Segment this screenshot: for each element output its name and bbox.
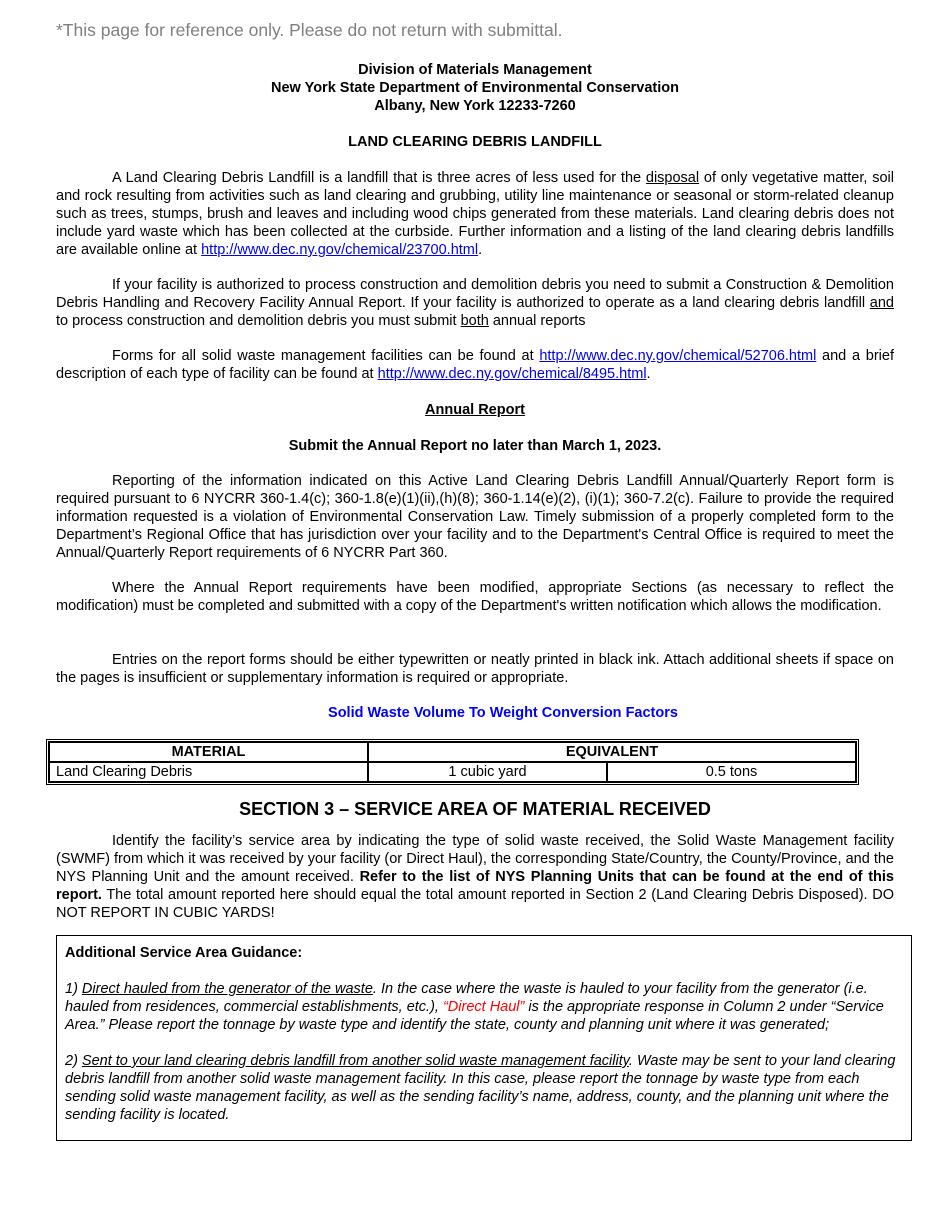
intro-paragraph-3: Forms for all solid waste management facilities can be found at http://www.dec.ny.gov/chemical/52706.html and a brief description of each type of facility can be found at http://www.dec.ny.gov/chemical/8495.html. xyxy=(56,348,894,382)
column-header-equivalent: EQUIVALENT xyxy=(368,742,856,762)
intro-paragraph-2: If your facility is authorized to process construction and demolition debris you need to submit a Construction & Demolition Debris Handling and Recovery Facility Annual Report. If your facility is authorized to operate as a land clearing debris landfill and to process construction and demolition debris you must submit both annual reports xyxy=(56,277,894,329)
table-row xyxy=(49,762,856,782)
guidance-box xyxy=(56,935,912,1141)
landfill-list-link[interactable]: http://www.dec.ny.gov/chemical/23700.html xyxy=(201,242,479,258)
section-3-title: SECTION 3 – SERVICE AREA OF MATERIAL RECEIVED xyxy=(239,799,711,819)
annual-report-paragraph-1: Reporting of the information indicated on this Active Land Clearing Debris Landfill Annual/Quarterly Report form is required pursuant to 6 NYCRR 360-1.4(c); 360-1.8(e)(1)(ii),(h)(8); 360-1.14(e)(2), (i)(1); 360-7.2(c). Failure to provide the required information requested is a violation of Environmental Conservation Law. Timely submission of a properly completed form to the Department’s Regional Office that has jurisdiction over your facility and to the Department's Central Office is required to meet the Annual/Quarterly Report requirements of 6 NYCRR Part 360. xyxy=(56,473,894,561)
annual-report-paragraph-3: Entries on the report forms should be either typewritten or neatly printed in black ink. Attach additional sheets if space on the pages is insufficient or supplementary information is required or appropriate. xyxy=(56,652,894,686)
annual-report-heading: Annual Report xyxy=(425,402,525,418)
header-address: Albany, New York 12233-7260 xyxy=(374,98,576,114)
facility-types-link[interactable]: http://www.dec.ny.gov/chemical/8495.html xyxy=(377,366,647,382)
header-division: Division of Materials Management xyxy=(358,62,592,78)
header-department: New York State Department of Environmental Conservation xyxy=(271,80,679,96)
column-header-material: MATERIAL xyxy=(49,742,368,762)
cell-weight: 0.5 tons xyxy=(607,762,856,782)
cell-material: Land Clearing Debris xyxy=(49,762,368,782)
guidance-item-1: 1) Direct hauled from the generator of the waste. In the case where the waste is hauled to your facility from the generator (i.e. hauled from residences, commercial establishments, etc.), “Direct Haul” is the appropriate response in Column 2 under “Service Area.” Please report the tonnage by waste type and identify the state, county and planning unit where it was generated; xyxy=(65,981,884,1033)
intro-paragraph-1: A Land Clearing Debris Landfill is a landfill that is three acres of less used for the disposal of only vegetative matter, soil and rock resulting from activities such as land clearing and grubbing, utility line maintenance or seasonal or storm-related cleanup such as trees, stumps, brush and leaves and including wood chips generated from these materials. Land clearing debris does not include yard waste which has been collected at the curbside. Further information and a listing of the land clearing debris landfills are available online at http://www.dec.ny.gov/chemical/23700.html. xyxy=(56,170,894,258)
guidance-item-2: 2) Sent to your land clearing debris landfill from another solid waste management facility. Waste may be sent to your land clearing debris landfill from another solid waste management facility. In this case, please report the tonnage by waste type from each sending solid waste management facility, as well as the sending facility’s name, address, county, and the planning unit where the sending facility is located. xyxy=(65,1053,896,1123)
guidance-heading: Additional Service Area Guidance: xyxy=(65,945,303,961)
annual-report-deadline: Submit the Annual Report no later than March 1, 2023. xyxy=(288,438,662,454)
conversion-table-title: Solid Waste Volume To Weight Conversion Factors xyxy=(328,705,678,721)
conversion-table xyxy=(46,739,859,785)
page-title: LAND CLEARING DEBRIS LANDFILL xyxy=(348,134,602,150)
annual-report-paragraph-2: Where the Annual Report requirements have been modified, appropriate Sections (as necessary to reflect the modification) must be completed and submitted with a copy of the Department's written notification which allows the modification. xyxy=(56,580,894,614)
conversion-table-header xyxy=(49,742,856,762)
cell-volume: 1 cubic yard xyxy=(368,762,607,782)
section-3-paragraph: Identify the facility’s service area by indicating the type of solid waste received, the Solid Waste Management facility (SWMF) from which it was received by your facility (or Direct Haul), the corresponding State/Country, the County/Province, and the NYS Planning Unit and the amount received. Refer to the list of NYS Planning Units that can be found at the end of this report. The total amount reported here should equal the total amount reported in Section 2 (Land Clearing Debris Disposed). DO NOT REPORT IN CUBIC YARDS! xyxy=(56,833,894,921)
forms-link[interactable]: http://www.dec.ny.gov/chemical/52706.html xyxy=(539,348,817,364)
reference-note: *This page for reference only. Please do not return with submittal. xyxy=(56,20,563,40)
